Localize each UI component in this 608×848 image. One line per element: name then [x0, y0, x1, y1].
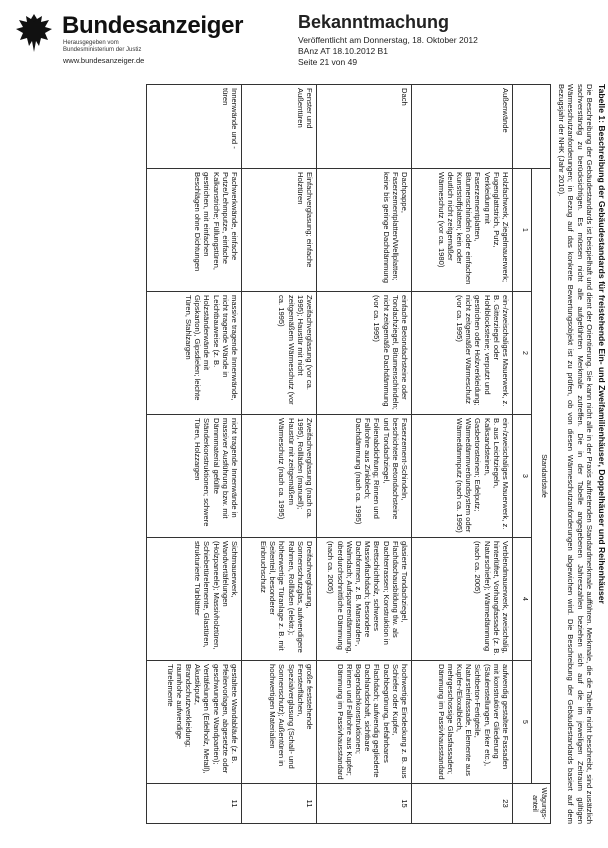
header-blank: [512, 85, 550, 169]
cell-weight: 11: [146, 784, 241, 824]
cell-standard-5: aufwendig gestaltete Fassaden mit konstruktiver Gliederung (Säulenstellungen, Erker etc.), Sichtbeton-Fertigteile, Natursteinfassade, Elemente aus Kupfer-/Eloxalblech, mehrgeschossige Glasfassaden; Dämmung im Passivhausstandard: [411, 661, 512, 784]
banz-reference: BAnz AT 18.10.2012 B1: [298, 46, 388, 56]
cell-standard-2: ein-/zweischaliges Mauerwerk, z. B. Gitterziegel oder Hohlblocksteine; verputzt und gestrichen oder Holzverkleidung; nicht zeitgemäßer Wärmeschutz (vor ca. 1995): [411, 292, 512, 415]
federal-eagle-icon: [14, 10, 54, 56]
cell-standard-5: große feststehende Fensterflächen, Spezialverglasung (Schall- und Sonnenschutz); Außentüren in hochwertigen Materialien: [241, 661, 316, 784]
cell-standard-2: Zweifachverglasung (vor ca. 1995); Haustür mit nicht zeitgemäßem Wärmeschutz (vor ca. 1995): [241, 292, 316, 415]
row-label: Außenwände: [411, 85, 512, 169]
cell-standard-1: Holzfachwerk, Ziegelmauerwerk; Fugenglattstrich, Putz, Verkleidung mit Faserzementplatten, Bitumenschindeln oder einfachen Kunststoffplatten; kein oder deutlich nicht zeitgemäßer Wärmeschutz (vor ca. 1980): [411, 169, 512, 292]
cell-standard-1: Fachwerkwände, einfache Putze/Lehmputze, einfache Kalkanstriche; Füllungstüren, gestrichen, mit einfachen Beschlägen ohne Dichtungen: [146, 169, 241, 292]
cell-standard-1: Einfachverglasung; einfache Holztüren: [241, 169, 316, 292]
cell-standard-5: gestaltete Wandabläufe (z. B. Pfeilervorlagen, abgesetzte oder geschwungene Wandpartien); Vertäfelungen (Edelholz, Metall), Akustikputz, Brandschutzverkleidung; raumhohe aufwendige Türelemente: [146, 661, 241, 784]
cell-standard-1: Dachpappe, Faserzementplatten/Wellplatten; keine bis geringe Dachdämmung: [316, 169, 411, 292]
cell-standard-3: Faserzement-Schindeln, beschichtete Betondachsteine und Tondachziegel, Folienabdichtung; Rinnen und Fallrohre aus Zinkblech; Dachdämmung (nach ca. 1995): [316, 415, 411, 538]
row-label: Fenster und Außentüren: [241, 85, 316, 169]
table-row: [316, 85, 411, 824]
row-label: Innenwände und -türen: [146, 85, 241, 169]
table-row: [241, 85, 316, 824]
page-header: [0, 0, 608, 80]
notice-title: Bekanntmachung: [298, 12, 450, 32]
table-row: [146, 85, 241, 824]
standards-table: [146, 84, 551, 824]
cell-standard-4: glasierte Tondachziegel, Flachdachausbildung tlw. als Dachterrassen; Konstruktion in Brettschichtholz, schweres Massivflachdach; besondere Dachformen, z. B. Mansarden-, Walmdach; Aufsparrendämmung, überdurchschnittliche Dämmung (nach ca. 2005): [316, 538, 411, 661]
cell-standard-3: nicht tragende Innenwände in massiver Ausführung bzw. mit Dämmmaterial gefüllte Ständerkonstruktionen; schwere Türen, Holzzargen: [146, 415, 241, 538]
table-subheader-row: [512, 85, 531, 824]
cell-weight: 23: [411, 784, 512, 824]
cell-standard-5: hochwertige Eindeckung z. B. aus Schiefer oder Kupfer, Dachbegrünung, befahrbares Flachdach; aufwendig gegliederte Dachlandschaft, sichtbare Bogendachkonstruktionen; Rinnen und Fallrohre aus Kupfer; Dämmung im Passivhausstandard: [316, 661, 411, 784]
cell-standard-2: einfache Betondachsteine oder Tondachziegel, Bitumenschindeln; nicht zeitgemäße Dachdämmung (vor ca. 1995): [316, 292, 411, 415]
table-row: [411, 85, 512, 824]
header-weight: Wägungs-anteil: [512, 784, 550, 824]
header-col-1: 1: [512, 169, 531, 292]
publication-date: Veröffentlicht am Donnerstag, 18. Oktober 2012: [298, 35, 478, 45]
cell-standard-3: ein-/zweischaliges Mauerwerk, z. B. aus Leichtziegeln, Kalksandsteinen, Gasbetonsteinen; Edelputz; Wärmedämmverbundsystem oder Wärmedämmputz (nach ca. 1995): [411, 415, 512, 538]
header-col-5: 5: [512, 661, 531, 784]
page-number: Seite 21 von 49: [298, 57, 358, 67]
brand-subtitle: Herausgegeben vom Bundesministerium der Justiz: [63, 40, 142, 53]
cell-standard-4: Dreifachverglasung, Sonnenschutzglas, aufwendigere Rahmen, Rollläden (elektr.); höherwertige Türanlage z. B. mit Seitenteil, besonderer Einbruchschutz: [241, 538, 316, 661]
header-col-3: 3: [512, 415, 531, 538]
header-col-2: 2: [512, 292, 531, 415]
cell-standard-2: massive tragende Innenwände, nicht tragende Wände in Leichtbauweise (z. B. Holzständerwände mit Gipskarton), Gipsdielen; leichte Türen, Stahlzargen: [146, 292, 241, 415]
table-header-row: [531, 85, 550, 824]
cell-standard-4: Verblendmauerwerk, zweischalig, hinterlüftet, Vorhangfassade (z. B. Naturschiefer); Wärmedämmung (nach ca. 2005): [411, 538, 512, 661]
table-intro: Die Beschreibung der Gebäudestandards ist beispielhaft und dient der Orientierung. Sie kann nicht alle in der Praxis auftretenden Standardmerkmale aufführen. Merkmale, die die Tabelle nicht beschreibt, sind zusätzlich sachverständig zu berücksichtigen. Es müssen nicht alle aufgeführten Merkmale zutreffen. Die in der Tabelle angegebenen Jahreszahlen beziehen sich auf die im jeweiligen Zeitraum gültigen Wärmeschutzanforderungen; in Bezug auf das konkrete Bewertungsobjekt ist zu prüfen, ob von diesen Wärmeschutzanforderungen abgewichen wird. Die Beschreibung der Gebäudestandards basiert auf dem Bezugsjahr der NHK (Jahr 2010).: [557, 84, 594, 824]
cell-standard-3: Zweifachverglasung (nach ca. 1995), Rollläden (manuell); Haustür mit zeitgemäßem Wärmeschutz (nach ca. 1995): [241, 415, 316, 538]
publication-info: [298, 35, 478, 68]
table-title: Tabelle 1: Beschreibung der Gebäudestandards für freistehende Ein- und Zweifamilienhäuser, Doppelhäuser und Reihenhäuser: [597, 84, 607, 604]
header-col-4: 4: [512, 538, 531, 661]
cell-weight: 15: [316, 784, 411, 824]
brand-url: www.bundesanzeiger.de: [63, 56, 145, 65]
cell-weight: 11: [241, 784, 316, 824]
rotated-table-section: [22, 84, 606, 824]
brand-name: Bundesanzeiger: [62, 12, 244, 39]
row-label: Dach: [316, 85, 411, 169]
cell-standard-4: Sichtmauerwerk, Wandvertäfelungen (Holzpaneele); Massivholztüren, Schiebetürelemente, Glastüren, strukturierte Türblätter: [146, 538, 241, 661]
header-standardstufe: Standardstufe: [531, 169, 550, 784]
